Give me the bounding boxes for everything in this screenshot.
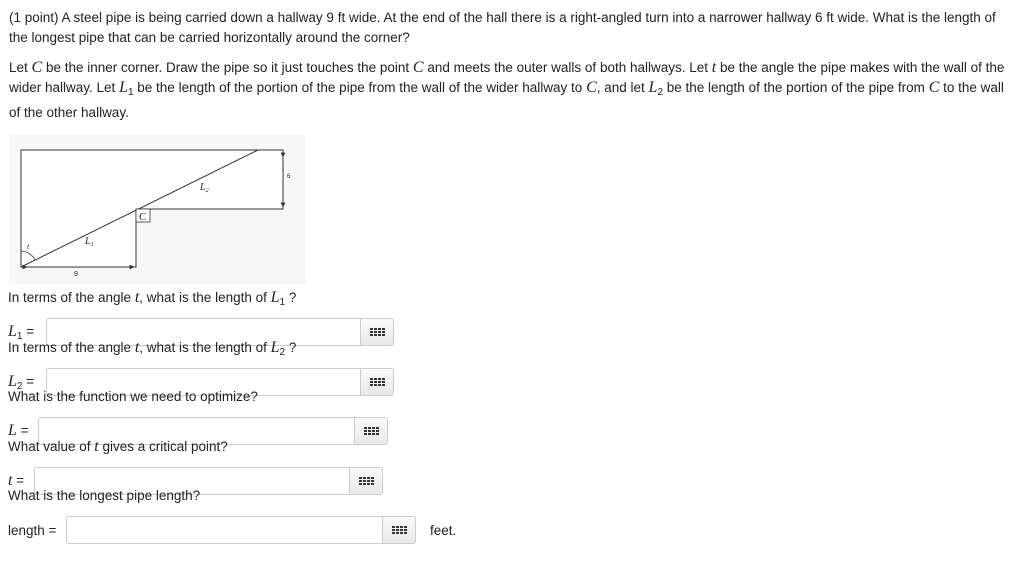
problem-intro: (1 point) A steel pipe is being carried down a hallway 9 ft wide. At the end of the hall there is a right-angled turn into a narrower hallway 6 ft wide. What is the length of the longest pipe that can be carried horizontally around the corner? [9,10,996,45]
question-l1: In terms of the angle t, what is the length of $L_1$ ? [8,289,297,308]
grid-icon [370,378,385,386]
question-l2: In terms of the angle t, what is the length of $L_2$ ? [8,339,297,358]
label-l2: $L_2$ [200,182,209,194]
label-l1: $L_1$ [85,236,94,248]
grid-icon [392,526,407,534]
label-c: C [139,211,147,223]
equation-editor-button-length[interactable] [383,516,416,544]
equation-editor-button-function[interactable] [355,417,388,445]
label-t: t [27,242,30,251]
problem-setup: Let C be the inner corner. Draw the pipe so it just touches the point C and meets the outer walls of both hallways. Let t be the angle the pipe makes with the wall of the wider hallway. Let $L_1$ be the length of the portion of the pipe from the wall of the wider hallway to C, and let $L_2$ be the length of the portion of the pipe from C to the wall of the other hallway. [9,59,1005,120]
answer-input-length[interactable] [66,516,383,544]
answer-label-critical-point: t = [8,472,25,489]
hallway-walls [21,150,283,267]
problem-text [9,8,1014,133]
equation-editor-button-l2[interactable] [361,368,394,396]
answer-label-length: length = [8,522,57,538]
answer-label-l2: $L_2$ = [8,372,35,392]
label-6: 6 [287,174,291,180]
answer-row-longest-length [8,516,456,544]
question-function: What is the function we need to optimize? [8,389,258,404]
question-critical-point: What value of t gives a critical point? [8,438,228,455]
label-9: 9 [74,271,78,278]
grid-icon [359,477,374,485]
grid-icon [370,328,385,336]
unit-label: feet. [430,522,457,538]
hallway-diagram-svg [9,135,306,284]
hallway-diagram [9,135,306,284]
equation-editor-button-critical-point[interactable] [350,467,383,495]
question-longest-length: What is the longest pipe length? [8,488,201,503]
grid-icon [364,427,379,435]
answer-label-function: L = [8,422,29,439]
equation-editor-button-l1[interactable] [361,318,394,346]
answer-label-l1: $L_1$ = [8,322,35,342]
